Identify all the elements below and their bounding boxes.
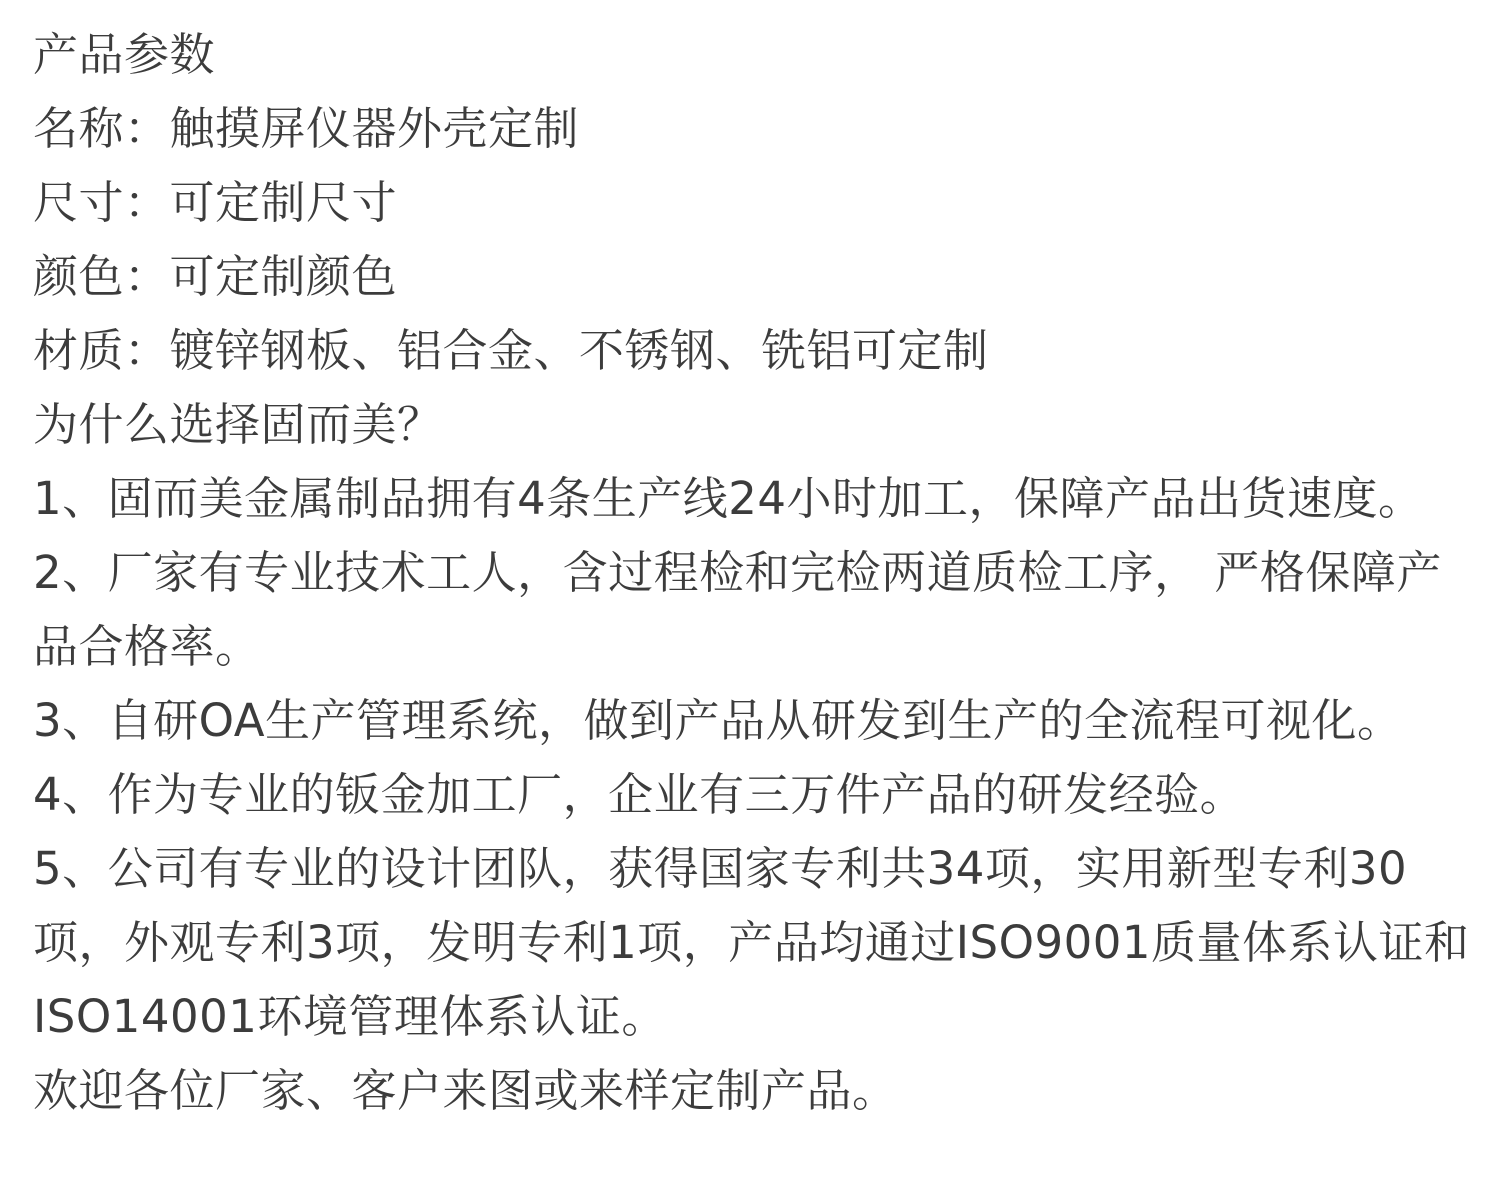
spec-material-line: 材质：镀锌钢板、铝合金、不锈钢、铣铝可定制: [33, 324, 989, 377]
reason-item-3: 3、自研OA生产管理系统，做到产品从研发到生产的全流程可视化。: [33, 694, 1403, 747]
closing-invitation-line: 欢迎各位厂家、客户来图或来样定制产品。: [33, 1064, 898, 1117]
reason-item-1: 1、固而美金属制品拥有4条生产线24小时加工，保障产品出货速度。: [33, 472, 1424, 525]
reason-item-4: 4、作为专业的钣金加工厂，企业有三万件产品的研发经验。: [33, 768, 1246, 821]
spec-name-line: 名称：触摸屏仪器外壳定制: [33, 102, 580, 155]
document-heading: 产品参数: [33, 28, 216, 81]
reason-item-2: 2、厂家有专业技术工人，含过程检和完检两道质检工序， 严格保障产品合格率。: [33, 546, 1442, 673]
spec-color-line: 颜色：可定制颜色: [33, 250, 398, 303]
why-choose-us-question: 为什么选择固而美？: [33, 398, 443, 451]
spec-size-line: 尺寸：可定制尺寸: [33, 176, 398, 229]
reason-item-5: 5、公司有专业的设计团队，获得国家专利共34项，实用新型专利30项，外观专利3项，发明专利1项，产品均通过ISO9001质量体系认证和ISO14001环境管理体系认证。: [33, 842, 1470, 1043]
